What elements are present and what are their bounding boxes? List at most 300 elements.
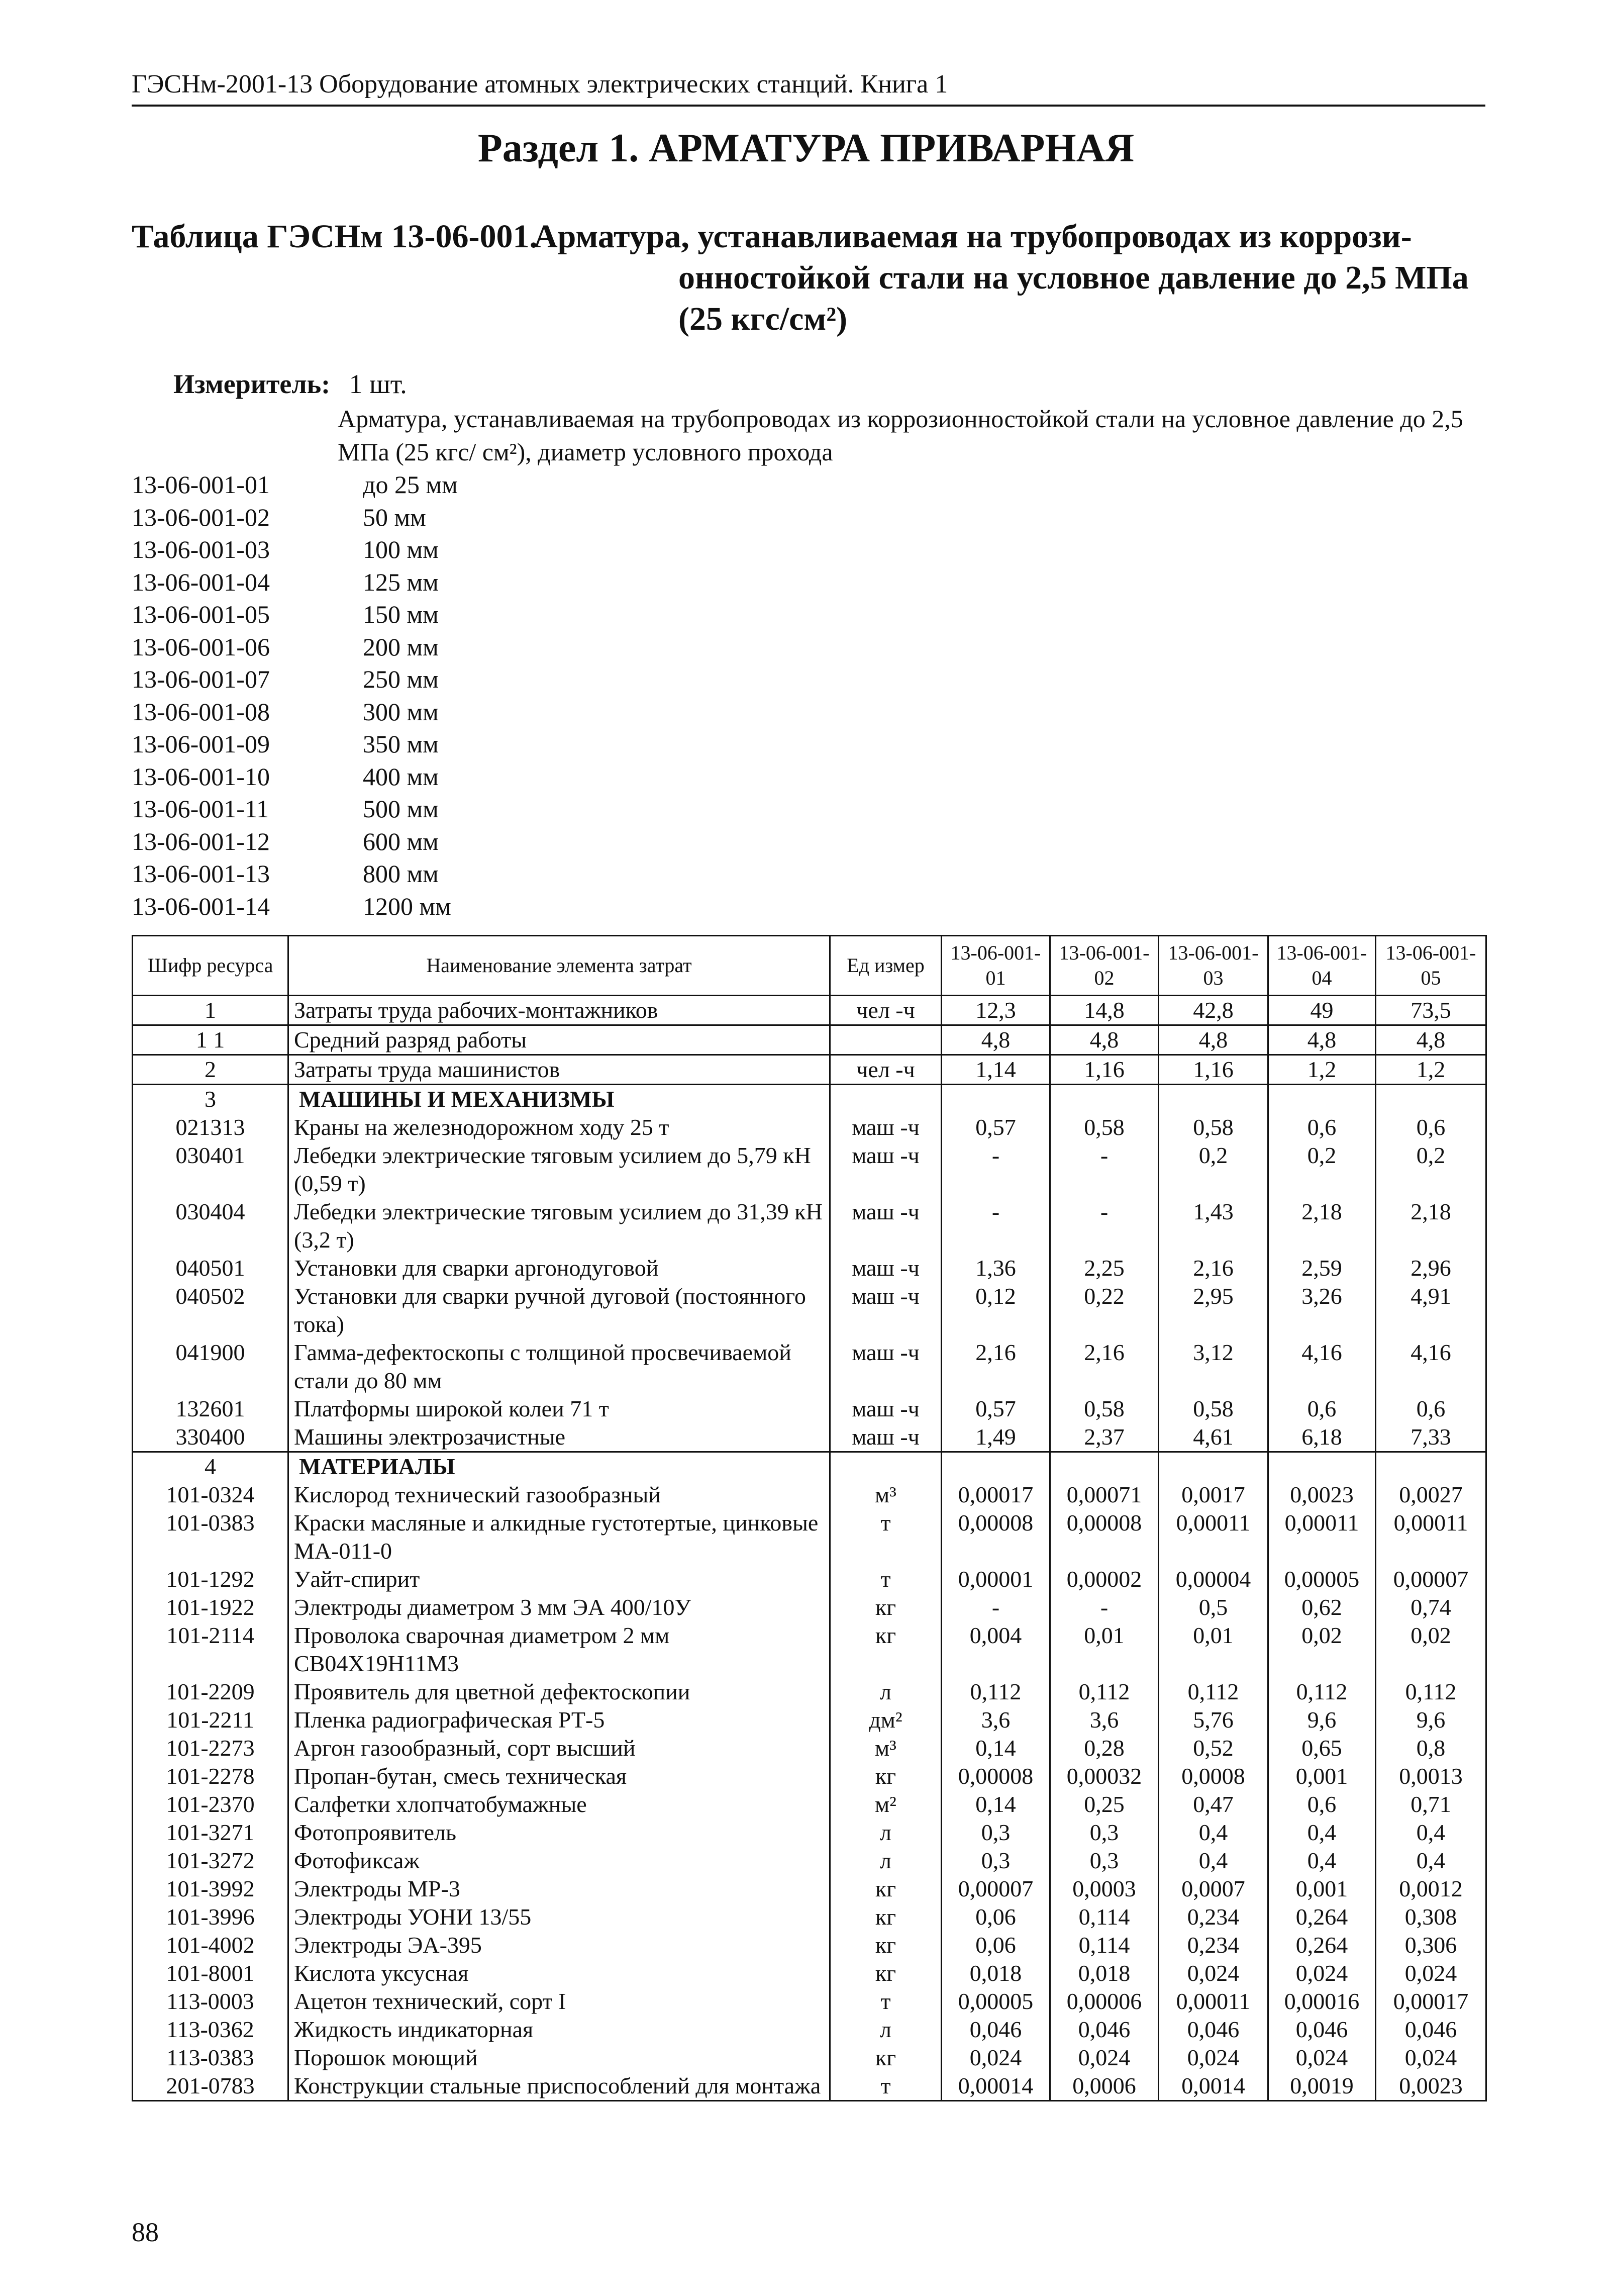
value-cell: 0,22 <box>1050 1282 1159 1338</box>
value-cell: 1,16 <box>1050 1055 1159 1085</box>
unit-cell: т <box>830 2072 942 2101</box>
value-cell: 0,3 <box>1050 1819 1159 1847</box>
value-cell: 4,8 <box>942 1025 1050 1055</box>
value-cell: 0,14 <box>942 1734 1050 1762</box>
unit-cell: т <box>830 1987 942 2016</box>
value-cell: 0,0003 <box>1050 1875 1159 1903</box>
value-cell: 12,3 <box>942 996 1050 1025</box>
code-list-item <box>132 793 458 825</box>
value-cell: 0,58 <box>1159 1113 1268 1141</box>
code-list-diameter: 600 мм <box>363 827 439 855</box>
resource-name-cell: Электроды УОНИ 13/55 <box>288 1903 830 1931</box>
unit-cell: маш -ч <box>830 1338 942 1395</box>
value-cell: 4,8 <box>1159 1025 1268 1055</box>
value-cell: 0,00014 <box>942 2072 1050 2101</box>
code-list-diameter: 100 мм <box>363 535 439 563</box>
code-list-code: 13-06-001-03 <box>132 535 270 563</box>
value-cell: 4,16 <box>1268 1338 1376 1395</box>
value-cell: 0,00008 <box>1050 1509 1159 1565</box>
resource-name-cell: Проявитель для цветной дефектоскопии <box>288 1678 830 1706</box>
table-row <box>133 1113 1486 1141</box>
code-list-item <box>132 631 458 663</box>
value-cell: 2,16 <box>1050 1338 1159 1395</box>
resource-name-cell: Аргон газообразный, сорт высший <box>288 1734 830 1762</box>
code-list-code: 13-06-001-05 <box>132 600 270 628</box>
value-cell: 2,37 <box>1050 1423 1159 1452</box>
resource-code-cell: 101-0383 <box>133 1509 288 1565</box>
value-cell: 7,33 <box>1376 1423 1486 1452</box>
measure-line <box>173 368 407 400</box>
value-cell: 0,58 <box>1050 1395 1159 1423</box>
value-cell: 0,0023 <box>1268 1481 1376 1509</box>
value-cell: 0,62 <box>1268 1593 1376 1621</box>
unit-cell: л <box>830 2016 942 2044</box>
page-number: 88 <box>132 2217 159 2247</box>
unit-cell: кг <box>830 1762 942 1790</box>
unit-cell: маш -ч <box>830 1113 942 1141</box>
value-cell: 0,00008 <box>942 1509 1050 1565</box>
unit-cell: м² <box>830 1790 942 1819</box>
value-cell: 0,3 <box>942 1847 1050 1875</box>
value-cell: 6,18 <box>1268 1423 1376 1452</box>
table-row <box>133 1085 1486 1114</box>
resource-name-cell: Установки для сварки ручной дуговой (постоянного тока) <box>288 1282 830 1338</box>
value-cell: - <box>1050 1141 1159 1198</box>
value-cell: 49 <box>1268 996 1376 1025</box>
value-cell: 0,00004 <box>1159 1565 1268 1593</box>
value-cell: 0,02 <box>1376 1621 1486 1678</box>
value-cell: 9,6 <box>1268 1706 1376 1734</box>
value-cell: 0,6 <box>1268 1395 1376 1423</box>
value-cell: 0,58 <box>1159 1395 1268 1423</box>
unit-cell: м³ <box>830 1734 942 1762</box>
code-list-diameter: 400 мм <box>363 762 439 791</box>
resource-name-cell: Фотопроявитель <box>288 1819 830 1847</box>
unit-cell: т <box>830 1509 942 1565</box>
header-cell: Наименование элемента затрат <box>288 936 830 996</box>
table-row <box>133 2016 1486 2044</box>
code-list-item <box>132 501 458 534</box>
table-row <box>133 1621 1486 1678</box>
resource-code-cell: 101-3996 <box>133 1903 288 1931</box>
value-cell: 0,00011 <box>1376 1509 1486 1565</box>
value-cell: 0,0006 <box>1050 2072 1159 2101</box>
resource-name-cell: Конструкции стальные приспособлений для монтажа <box>288 2072 830 2101</box>
value-cell: 2,96 <box>1376 1254 1486 1282</box>
table-row <box>133 1055 1486 1085</box>
resource-code-cell: 030401 <box>133 1141 288 1198</box>
value-cell: 0,234 <box>1159 1931 1268 1959</box>
code-list-diameter: 350 мм <box>363 730 439 758</box>
value-cell: 2,16 <box>942 1338 1050 1395</box>
value-cell: 0,00011 <box>1159 1987 1268 2016</box>
unit-cell: л <box>830 1819 942 1847</box>
table-row <box>133 1025 1486 1055</box>
value-cell: 0,06 <box>942 1931 1050 1959</box>
table-row <box>133 1987 1486 2016</box>
table-row <box>133 1509 1486 1565</box>
header-cell: 13-06-001-03 <box>1159 936 1268 996</box>
resource-name-cell: Пропан-бутан, смесь техническая <box>288 1762 830 1790</box>
value-cell: 0,001 <box>1268 1762 1376 1790</box>
resource-code-cell: 101-1922 <box>133 1593 288 1621</box>
value-cell: 0,046 <box>1050 2016 1159 2044</box>
value-cell: 0,046 <box>1376 2016 1486 2044</box>
table-row <box>133 1198 1486 1254</box>
value-cell: 0,00011 <box>1268 1509 1376 1565</box>
value-cell: 0,112 <box>1050 1678 1159 1706</box>
resource-name-cell: Салфетки хлопчатобумажные <box>288 1790 830 1819</box>
resource-name-cell: Электроды ЭА-395 <box>288 1931 830 1959</box>
value-cell: 0,00001 <box>942 1565 1050 1593</box>
code-list-diameter: до 25 мм <box>363 470 458 499</box>
value-cell: 0,52 <box>1159 1734 1268 1762</box>
value-cell: 0,4 <box>1159 1819 1268 1847</box>
table-row <box>133 1678 1486 1706</box>
code-list-diameter: 1200 мм <box>363 892 451 920</box>
value-cell: 0,00007 <box>1376 1565 1486 1593</box>
code-list-item <box>132 696 458 728</box>
code-list-item <box>132 533 458 566</box>
value-cell: 1,2 <box>1268 1055 1376 1085</box>
value-cell: 4,8 <box>1376 1025 1486 1055</box>
resource-name-cell: Затраты труда рабочих-монтажников <box>288 996 830 1025</box>
resource-code-cell: 113-0362 <box>133 2016 288 2044</box>
resource-code-cell: 101-2278 <box>133 1762 288 1790</box>
resource-code-cell: 132601 <box>133 1395 288 1423</box>
table-row <box>133 1565 1486 1593</box>
value-cell: 0,114 <box>1050 1931 1159 1959</box>
value-cell: 2,59 <box>1268 1254 1376 1282</box>
code-list-item <box>132 566 458 599</box>
value-cell: 0,00071 <box>1050 1481 1159 1509</box>
value-cell: 0,71 <box>1376 1790 1486 1819</box>
resource-name-cell: Порошок моющий <box>288 2044 830 2072</box>
resource-name-cell: Лебедки электрические тяговым усилием до 31,39 кН (3,2 т) <box>288 1198 830 1254</box>
unit-cell: т <box>830 1565 942 1593</box>
value-cell <box>1159 1452 1268 1481</box>
resource-name-cell: Платформы широкой колеи 71 т <box>288 1395 830 1423</box>
value-cell: 0,4 <box>1376 1819 1486 1847</box>
value-cell <box>1376 1085 1486 1114</box>
unit-cell: м³ <box>830 1481 942 1509</box>
value-cell: 4,61 <box>1159 1423 1268 1452</box>
table-title-line-3: (25 кгс/см²) <box>678 301 848 337</box>
resource-code-cell: 101-3992 <box>133 1875 288 1903</box>
value-cell: 0,2 <box>1268 1141 1376 1198</box>
unit-cell: кг <box>830 1621 942 1678</box>
header-cell: Шифр ресурса <box>133 936 288 996</box>
value-cell: 0,74 <box>1376 1593 1486 1621</box>
value-cell: 0,00006 <box>1050 1987 1159 2016</box>
table-row <box>133 1931 1486 1959</box>
resource-code-cell: 040502 <box>133 1282 288 1338</box>
value-cell: 2,18 <box>1268 1198 1376 1254</box>
value-cell: 0,3 <box>942 1819 1050 1847</box>
unit-cell <box>830 1085 942 1114</box>
code-list-diameter: 300 мм <box>363 697 439 726</box>
header-cell: 13-06-001-02 <box>1050 936 1159 996</box>
resource-name-cell: Кислород технический газообразный <box>288 1481 830 1509</box>
table-row <box>133 1282 1486 1338</box>
code-list-code: 13-06-001-07 <box>132 665 270 693</box>
resource-code-cell: 041900 <box>133 1338 288 1395</box>
resource-name-cell: Электроды диаметром 3 мм ЭА 400/10У <box>288 1593 830 1621</box>
resource-code-cell: 101-3271 <box>133 1819 288 1847</box>
resource-code-cell: 101-2209 <box>133 1678 288 1706</box>
unit-cell: маш -ч <box>830 1141 942 1198</box>
resource-name-cell: Затраты труда машинистов <box>288 1055 830 1085</box>
table-row <box>133 1762 1486 1790</box>
code-list-diameter: 200 мм <box>363 632 439 661</box>
unit-cell: маш -ч <box>830 1198 942 1254</box>
value-cell: 1,16 <box>1159 1055 1268 1085</box>
value-cell: 0,046 <box>942 2016 1050 2044</box>
unit-cell: маш -ч <box>830 1395 942 1423</box>
resource-code-cell: 2 <box>133 1055 288 1085</box>
value-cell: 0,65 <box>1268 1734 1376 1762</box>
value-cell: 0,00007 <box>942 1875 1050 1903</box>
value-cell: 0,112 <box>1159 1678 1268 1706</box>
unit-cell <box>830 1025 942 1055</box>
resource-name-cell: Лебедки электрические тяговым усилием до 5,79 кН (0,59 т) <box>288 1141 830 1198</box>
resource-code-cell: 113-0003 <box>133 1987 288 2016</box>
table-row <box>133 1790 1486 1819</box>
measure-value: 1 шт. <box>349 369 407 399</box>
value-cell: 0,024 <box>942 2044 1050 2072</box>
resource-code-cell: 101-2370 <box>133 1790 288 1819</box>
table-row <box>133 1593 1486 1621</box>
resource-name-cell: Краны на железнодорожном ходу 25 т <box>288 1113 830 1141</box>
value-cell: 0,6 <box>1268 1113 1376 1141</box>
resource-name-cell: Машины электрозачистные <box>288 1423 830 1452</box>
resource-name-cell: Ацетон технический, сорт I <box>288 1987 830 2016</box>
value-cell: 73,5 <box>1376 996 1486 1025</box>
resource-name-cell: Проволока сварочная диаметром 2 мм СВ04Х19Н11М3 <box>288 1621 830 1678</box>
value-cell <box>942 1452 1050 1481</box>
value-cell: 0,004 <box>942 1621 1050 1678</box>
unit-cell: дм² <box>830 1706 942 1734</box>
value-cell <box>1268 1452 1376 1481</box>
measure-label: Измеритель: <box>173 369 331 399</box>
unit-cell: кг <box>830 1931 942 1959</box>
value-cell: - <box>1050 1593 1159 1621</box>
value-cell: 4,8 <box>1050 1025 1159 1055</box>
table-row <box>133 2044 1486 2072</box>
code-list-code: 13-06-001-14 <box>132 892 270 920</box>
value-cell: 0,00017 <box>1376 1987 1486 2016</box>
value-cell: - <box>942 1198 1050 1254</box>
unit-cell: кг <box>830 1959 942 1987</box>
value-cell: 0,00011 <box>1159 1509 1268 1565</box>
value-cell <box>1268 1085 1376 1114</box>
code-list-item <box>132 825 458 858</box>
value-cell: 4,8 <box>1268 1025 1376 1055</box>
unit-cell: л <box>830 1847 942 1875</box>
value-cell: 3,26 <box>1268 1282 1376 1338</box>
value-cell: 0,024 <box>1159 2044 1268 2072</box>
value-cell: 0,01 <box>1050 1621 1159 1678</box>
value-cell: 2,95 <box>1159 1282 1268 1338</box>
resource-name-cell: Гамма-дефектоскопы с толщиной просвечиваемой стали до 80 мм <box>288 1338 830 1395</box>
resource-code-cell: 101-0324 <box>133 1481 288 1509</box>
resource-code-cell: 101-2211 <box>133 1706 288 1734</box>
value-cell: 0,4 <box>1159 1847 1268 1875</box>
value-cell: 3,6 <box>942 1706 1050 1734</box>
value-cell: 0,6 <box>1376 1113 1486 1141</box>
resource-name-cell: Установки для сварки аргонодуговой <box>288 1254 830 1282</box>
code-list-item <box>132 728 458 760</box>
value-cell: - <box>942 1593 1050 1621</box>
resource-name-cell: Средний разряд работы <box>288 1025 830 1055</box>
code-list-diameter: 250 мм <box>363 665 439 693</box>
code-list-code: 13-06-001-06 <box>132 632 270 661</box>
table-row <box>133 1254 1486 1282</box>
resource-name-cell: МАШИНЫ И МЕХАНИЗМЫ <box>288 1085 830 1114</box>
resource-name-cell: Краски масляные и алкидные густотертые, цинковые МА-011-0 <box>288 1509 830 1565</box>
unit-cell: кг <box>830 1593 942 1621</box>
value-cell: 5,76 <box>1159 1706 1268 1734</box>
header-cell: 13-06-001-04 <box>1268 936 1376 996</box>
code-list-code: 13-06-001-08 <box>132 697 270 726</box>
table-row <box>133 1481 1486 1509</box>
value-cell: 0,0013 <box>1376 1762 1486 1790</box>
value-cell: 0,112 <box>942 1678 1050 1706</box>
code-list-code: 13-06-001-02 <box>132 503 270 531</box>
table-title-lead: Таблица ГЭСНм 13-06-001. <box>132 218 538 255</box>
value-cell: 0,0019 <box>1268 2072 1376 2101</box>
value-cell: 0,06 <box>942 1903 1050 1931</box>
unit-cell: чел -ч <box>830 1055 942 1085</box>
unit-cell: чел -ч <box>830 996 942 1025</box>
resource-code-cell: 101-2273 <box>133 1734 288 1762</box>
value-cell: 0,112 <box>1376 1678 1486 1706</box>
value-cell: 4,91 <box>1376 1282 1486 1338</box>
table-row <box>133 1141 1486 1198</box>
value-cell: 0,4 <box>1268 1819 1376 1847</box>
value-cell: 0,114 <box>1050 1903 1159 1931</box>
unit-cell: маш -ч <box>830 1282 942 1338</box>
table-row <box>133 1395 1486 1423</box>
value-cell: 14,8 <box>1050 996 1159 1025</box>
value-cell: 0,024 <box>1268 2044 1376 2072</box>
value-cell: 3,12 <box>1159 1338 1268 1395</box>
value-cell: 0,8 <box>1376 1734 1486 1762</box>
value-cell: 0,25 <box>1050 1790 1159 1819</box>
table-row <box>133 1338 1486 1395</box>
value-cell: 0,264 <box>1268 1931 1376 1959</box>
code-list-diameter: 50 мм <box>363 503 426 531</box>
value-cell: 1,49 <box>942 1423 1050 1452</box>
resource-code-cell: 021313 <box>133 1113 288 1141</box>
value-cell: 0,024 <box>1376 2044 1486 2072</box>
resource-name-cell: Уайт-спирит <box>288 1565 830 1593</box>
unit-cell: кг <box>830 1903 942 1931</box>
value-cell <box>1376 1452 1486 1481</box>
code-list-code: 13-06-001-13 <box>132 859 270 888</box>
value-cell: 0,00017 <box>942 1481 1050 1509</box>
code-list-diameter: 150 мм <box>363 600 439 628</box>
table-row <box>133 1734 1486 1762</box>
value-cell: 0,0012 <box>1376 1875 1486 1903</box>
resource-code-cell: 101-1292 <box>133 1565 288 1593</box>
value-cell: 0,00005 <box>1268 1565 1376 1593</box>
table-row <box>133 1875 1486 1903</box>
value-cell: 1,36 <box>942 1254 1050 1282</box>
value-cell: - <box>942 1141 1050 1198</box>
value-cell: 0,018 <box>1050 1959 1159 1987</box>
table-title-line-2: онностойкой стали на условное давление до 2,5 МПа <box>678 259 1469 296</box>
value-cell <box>1050 1085 1159 1114</box>
value-cell: 0,01 <box>1159 1621 1268 1678</box>
code-list-code: 13-06-001-10 <box>132 762 270 791</box>
value-cell: 0,234 <box>1159 1903 1268 1931</box>
value-cell: 0,58 <box>1050 1113 1159 1141</box>
table-row <box>133 2072 1486 2101</box>
code-list-item <box>132 857 458 890</box>
table-row <box>133 1423 1486 1452</box>
table-header-row <box>133 936 1486 996</box>
value-cell: 0,046 <box>1268 2016 1376 2044</box>
table-row <box>133 1847 1486 1875</box>
unit-cell: л <box>830 1678 942 1706</box>
value-cell: 0,3 <box>1050 1847 1159 1875</box>
value-cell <box>942 1085 1050 1114</box>
value-cell: 0,024 <box>1376 1959 1486 1987</box>
resource-code-cell: 101-8001 <box>133 1959 288 1987</box>
value-cell: 0,14 <box>942 1790 1050 1819</box>
code-list-item <box>132 663 458 696</box>
code-list-code: 13-06-001-01 <box>132 470 270 499</box>
value-cell: 0,046 <box>1159 2016 1268 2044</box>
value-cell: 0,00032 <box>1050 1762 1159 1790</box>
resource-code-cell: 3 <box>133 1085 288 1114</box>
resource-code-cell: 1 1 <box>133 1025 288 1055</box>
unit-cell: маш -ч <box>830 1423 942 1452</box>
code-list-code: 13-06-001-12 <box>132 827 270 855</box>
section-title: Раздел 1. АРМАТУРА ПРИВАРНАЯ <box>477 126 1135 170</box>
unit-cell: кг <box>830 2044 942 2072</box>
resource-name-cell: Кислота уксусная <box>288 1959 830 1987</box>
code-list-code: 13-06-001-04 <box>132 567 270 596</box>
value-cell: 0,024 <box>1050 2044 1159 2072</box>
value-cell: 0,02 <box>1268 1621 1376 1678</box>
value-cell: 0,6 <box>1376 1395 1486 1423</box>
value-cell: 0,0027 <box>1376 1481 1486 1509</box>
value-cell: 0,00008 <box>942 1762 1050 1790</box>
code-list-diameter: 125 мм <box>363 567 439 596</box>
resource-code-cell: 201-0783 <box>133 2072 288 2101</box>
value-cell: 0,00016 <box>1268 1987 1376 2016</box>
resource-name-cell: Жидкость индикаторная <box>288 2016 830 2044</box>
value-cell: 0,0008 <box>1159 1762 1268 1790</box>
value-cell: 0,00005 <box>942 1987 1050 2016</box>
value-cell: 2,18 <box>1376 1198 1486 1254</box>
value-cell: 0,4 <box>1268 1847 1376 1875</box>
value-cell: 0,12 <box>942 1282 1050 1338</box>
resource-name-cell: МАТЕРИАЛЫ <box>288 1452 830 1481</box>
value-cell: 4,16 <box>1376 1338 1486 1395</box>
table-row <box>133 1452 1486 1481</box>
resource-code-cell: 101-4002 <box>133 1931 288 1959</box>
code-list-item <box>132 890 458 923</box>
unit-cell: кг <box>830 1875 942 1903</box>
code-list <box>132 468 458 922</box>
value-cell: 0,5 <box>1159 1593 1268 1621</box>
table-row <box>133 1706 1486 1734</box>
code-list-code: 13-06-001-09 <box>132 730 270 758</box>
work-description: Арматура, устанавливаемая на трубопроводах из коррозионностойкой стали на условное давление до 2,5 МПа (25 кгс/ см²), диаметр условного прохода <box>338 405 1463 466</box>
